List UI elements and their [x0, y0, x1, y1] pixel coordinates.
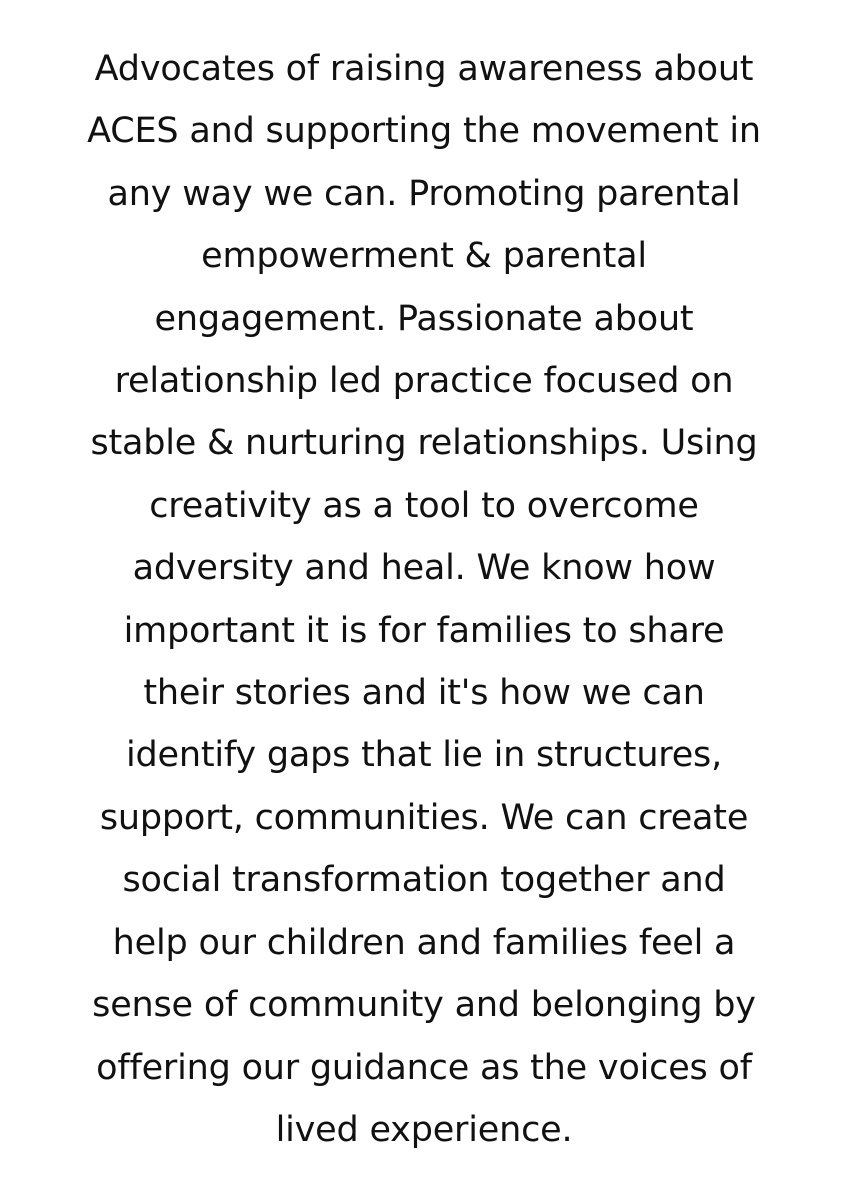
text-line: offering our guidance as the voices of: [96, 1047, 752, 1088]
text-line: empowerment & parental: [201, 236, 647, 277]
text-line: Advocates of raising awareness about: [94, 49, 754, 89]
text-line: relationship led practice focused on: [114, 361, 734, 402]
text-line: lived experience.: [275, 1109, 573, 1150]
text-line: support, communities. We can create: [99, 797, 749, 838]
text-line: important it is for families to share: [123, 610, 725, 651]
text-line: engagement. Passionate about: [154, 298, 694, 339]
text-line: creativity as a tool to overcome: [149, 485, 699, 526]
text-line: social transformation together and: [122, 860, 726, 901]
text-line: sense of community and belonging by: [92, 985, 756, 1026]
text-line: help our children and families feel a: [112, 922, 736, 963]
text-line: their stories and it's how we can: [143, 673, 705, 714]
text-line: ACES and supporting the movement in: [87, 111, 761, 152]
text-line: stable & nurturing relationships. Using: [90, 423, 758, 464]
text-line: identify gaps that lie in structures,: [125, 735, 723, 776]
mission-statement: [24, 38, 824, 1161]
text-line: adversity and heal. We know how: [132, 548, 716, 589]
text-line: any way we can. Promoting parental: [107, 173, 741, 214]
